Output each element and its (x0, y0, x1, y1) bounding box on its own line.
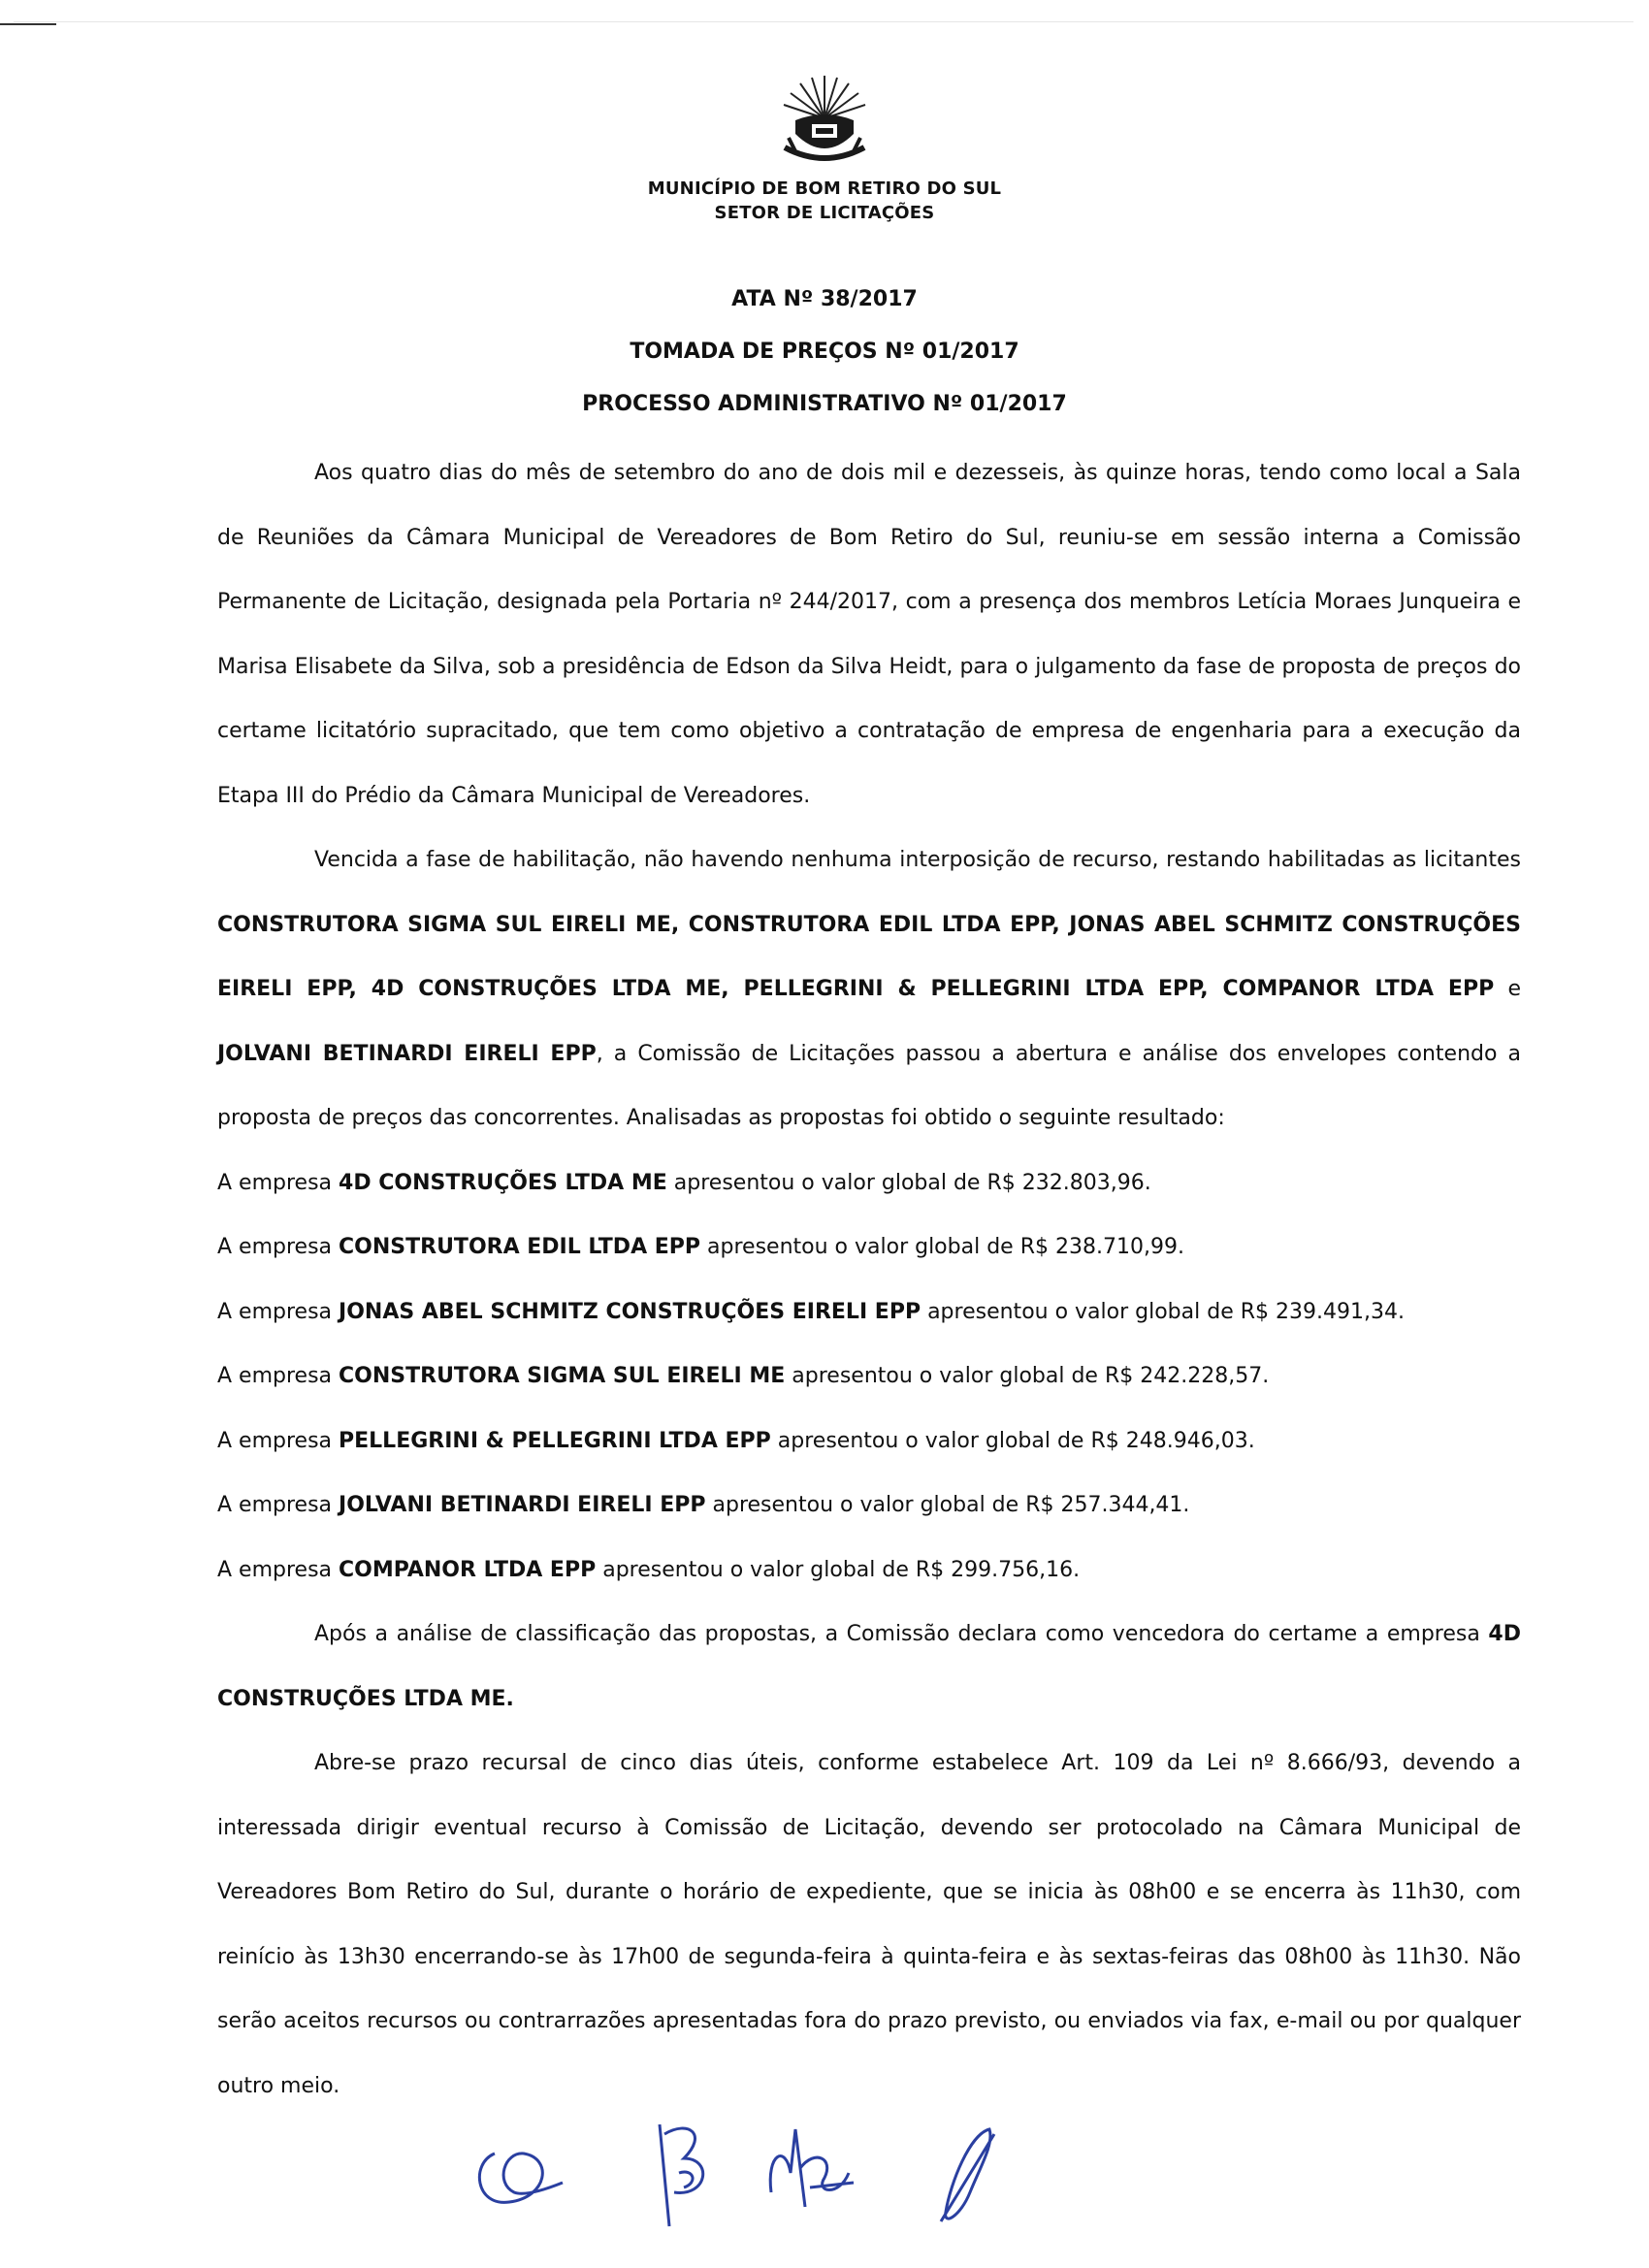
results-list (217, 1151, 1521, 1604)
document-body (217, 441, 1521, 2119)
tomada-title: TOMADA DE PREÇOS Nº 01/2017 (630, 340, 1019, 364)
signature-2 (640, 2115, 728, 2231)
result-company: CONSTRUTORA EDIL LTDA EPP (339, 1235, 701, 1259)
habilitation-rest: , a Comissão de Licitações passou a abertura e análise dos envelopes contendo a proposta de preços das concorrentes. Analisadas as propostas foi obtido o seguinte resultado: (217, 1041, 1522, 1130)
habilitated-companies: CONSTRUTORA SIGMA SUL EIRELI ME, CONSTRUTORA EDIL LTDA EPP, JONAS ABEL SCHMITZ CONSTRUÇÕES EIRELI EPP, 4D CONSTRUÇÕES LTDA ME, PELLEGRINI & PELLEGRINI LTDA EPP, COMPANOR LTDA EPP (217, 912, 1521, 1001)
result-middle: apresentou o valor global de (602, 1557, 909, 1582)
result-prefix: A empresa (217, 1428, 333, 1453)
processo-title: PROCESSO ADMINISTRATIVO Nº 01/2017 (582, 392, 1067, 416)
result-row (217, 1409, 1521, 1474)
result-middle: apresentou o valor global de (927, 1299, 1234, 1324)
result-value: R$ 238.710,99. (1019, 1235, 1184, 1259)
result-value: R$ 232.803,96. (986, 1170, 1151, 1195)
result-company: 4D CONSTRUÇÕES LTDA ME (339, 1170, 667, 1195)
winner-text: Após a análise de classificação das propostas, a Comissão declara como vencedora do certame a empresa (314, 1622, 1480, 1646)
result-company: JOLVANI BETINARDI EIRELI EPP (339, 1493, 706, 1517)
result-prefix: A empresa (217, 1557, 333, 1582)
result-value: R$ 242.228,57. (1104, 1364, 1270, 1388)
sector-name: SETOR DE LICITAÇÕES (714, 203, 935, 223)
result-prefix: A empresa (217, 1364, 333, 1388)
result-prefix: A empresa (217, 1170, 333, 1195)
document-titles (0, 274, 1649, 431)
signature-3 (757, 2115, 863, 2221)
result-row (217, 1151, 1521, 1216)
result-middle: apresentou o valor global de (777, 1428, 1084, 1453)
coat-of-arms-icon (771, 70, 878, 177)
result-row (217, 1539, 1521, 1604)
result-value: R$ 248.946,03. (1090, 1428, 1255, 1453)
result-middle: apresentou o valor global de (712, 1493, 1019, 1517)
result-middle: apresentou o valor global de (792, 1364, 1098, 1388)
paragraph-habilitation (217, 828, 1521, 1151)
result-middle: apresentou o valor global de (673, 1170, 981, 1195)
paragraph-session: Aos quatro dias do mês de setembro do ano de dois mil e dezesseis, às quinze horas, tendo como local a Sala de Reuniões da Câmara Municipal de Vereadores de Bom Retiro do Sul, reuniu-se em sessão interna a Comissão Permanente de Licitação, designada pela Portaria nº 244/2017, com a presença dos membros Letícia Moraes Junqueira e Marisa Elisabete da Silva, sob a presidência de Edson da Silva Heidt, para o julgamento da fase de proposta de preços do certame licitatório supracitado, que tem como objetivo a contratação de empresa de engenharia para a execução da Etapa III do Prédio da Câmara Municipal de Vereadores. (217, 461, 1521, 808)
result-prefix: A empresa (217, 1299, 333, 1324)
signatures (466, 2115, 1048, 2241)
result-value: R$ 239.491,34. (1240, 1299, 1405, 1324)
result-row (217, 1474, 1521, 1539)
conjunction: e (1507, 977, 1522, 1001)
municipality-name: MUNICÍPIO DE BOM RETIRO DO SUL (647, 178, 1002, 199)
result-row (217, 1280, 1521, 1345)
result-company: COMPANOR LTDA EPP (339, 1557, 597, 1582)
result-row (217, 1345, 1521, 1409)
result-prefix: A empresa (217, 1235, 333, 1259)
ata-title: ATA Nº 38/2017 (731, 287, 918, 311)
result-value: R$ 299.756,16. (915, 1557, 1081, 1582)
result-company: PELLEGRINI & PELLEGRINI LTDA EPP (339, 1428, 771, 1453)
result-middle: apresentou o valor global de (707, 1235, 1014, 1259)
signature-1 (466, 2115, 572, 2221)
paragraph-winner (217, 1603, 1521, 1732)
signature-4 (922, 2115, 1009, 2231)
document-header (0, 70, 1649, 225)
result-company: CONSTRUTORA SIGMA SUL EIRELI ME (339, 1364, 786, 1388)
result-value: R$ 257.344,41. (1025, 1493, 1190, 1517)
result-company: JONAS ABEL SCHMITZ CONSTRUÇÕES EIRELI EPP (339, 1299, 922, 1324)
last-company: JOLVANI BETINARDI EIRELI EPP (217, 1041, 597, 1066)
habilitation-intro: Vencida a fase de habilitação, não havendo nenhuma interposição de recurso, restando habilitadas as licitantes (314, 848, 1521, 872)
result-prefix: A empresa (217, 1493, 333, 1517)
winner-company: 4D CONSTRUÇÕES LTDA ME. (217, 1622, 1521, 1711)
result-row (217, 1215, 1521, 1280)
paragraph-appeal: Abre-se prazo recursal de cinco dias úteis, conforme estabelece Art. 109 da Lei nº 8.666/93, devendo a interessada dirigir eventual recurso à Comissão de Licitação, devendo ser protocolado na Câmara Municipal de Vereadores Bom Retiro do Sul, durante o horário de expediente, que se inicia às 08h00 e se encerra às 11h30, com reinício às 13h30 encerrando-se às 17h00 de segunda-feira à quinta-feira e às sextas-feiras das 08h00 às 11h30. Não serão aceitos recursos ou contrarrazões apresentadas fora do prazo previsto, ou enviados via fax, e-mail ou por qualquer outro meio. (217, 1751, 1521, 2098)
